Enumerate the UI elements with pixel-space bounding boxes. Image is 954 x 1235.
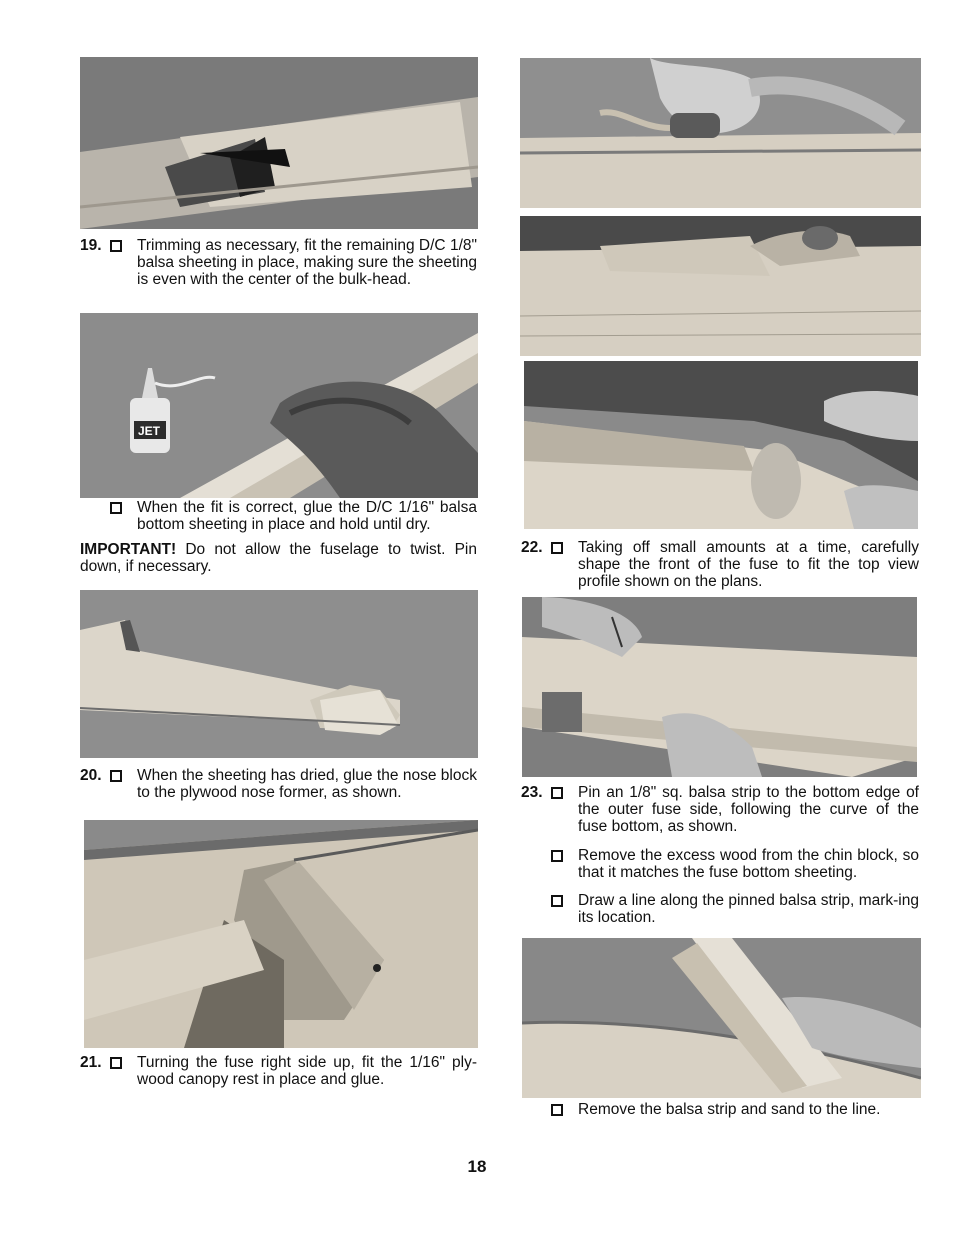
photo-step22-sanding: [524, 361, 918, 529]
step-19: [80, 237, 478, 307]
step-23: [521, 784, 920, 838]
page-number: 18: [467, 1157, 487, 1176]
step-number: 22.: [521, 539, 543, 556]
step-text: Remove the balsa strip and sand to the line.: [578, 1101, 881, 1118]
step-21: [80, 1054, 478, 1090]
checkbox[interactable]: [110, 502, 122, 514]
photo-step21-canopy-rest: [84, 820, 478, 1048]
step-text: Draw a line along the pinned balsa strip, mark-ing its location.: [578, 892, 919, 926]
step-text: Pin an 1/8" sq. balsa strip to the bottom edge of the outer fuse side, following the curve of the fuse bottom, as shown.: [578, 784, 919, 835]
step-19-sub: [80, 499, 478, 535]
step-23-sub-chin-block: [521, 847, 920, 883]
important-note: [80, 541, 477, 575]
photo-step22-knife-top: [520, 58, 921, 208]
glue-bottle-label: JET: [138, 424, 161, 438]
important-text: Do not allow the fuselage to twist. Pin down, if necessary.: [80, 541, 477, 575]
checkbox[interactable]: [551, 542, 563, 554]
step-20: [80, 767, 478, 803]
step-number: 23.: [521, 784, 543, 801]
photo-step22-knife-middle: [520, 216, 921, 356]
step-number: 21.: [80, 1054, 102, 1071]
step-text: Turning the fuse right side up, fit the 1/16" ply-wood canopy rest in place and glue.: [137, 1054, 477, 1088]
checkbox[interactable]: [551, 1104, 563, 1116]
step-23-sub-draw-line: [521, 892, 920, 928]
step-text: Taking off small amounts at a time, carefully shape the front of the fuse to fit the top view profile shown on the plans.: [578, 539, 919, 590]
photo-step19-sheeting: [80, 57, 478, 229]
checkbox[interactable]: [551, 787, 563, 799]
step-text: Remove the excess wood from the chin block, so that it matches the fuse bottom sheeting.: [578, 847, 919, 881]
checkbox[interactable]: [551, 895, 563, 907]
step-22: [521, 539, 920, 593]
step-text: When the fit is correct, glue the D/C 1/16" balsa bottom sheeting in place and hold until dry.: [137, 499, 477, 533]
step-text: Trimming as necessary, fit the remaining D/C 1/8" balsa sheeting in place, making sure the sheeting is even with the center of the bulk-head.: [137, 237, 477, 288]
step-23-sub-sand: [521, 1101, 920, 1119]
checkbox[interactable]: [110, 1057, 122, 1069]
important-label: IMPORTANT!: [80, 541, 177, 558]
step-number: 20.: [80, 767, 102, 784]
photo-step19-glue: [80, 313, 478, 498]
checkbox[interactable]: [110, 770, 122, 782]
step-text: When the sheeting has dried, glue the nose block to the plywood nose former, as shown.: [137, 767, 477, 801]
photo-step23-pin-strip: [522, 597, 917, 777]
checkbox[interactable]: [551, 850, 563, 862]
photo-step23-sanding-block: [522, 938, 921, 1098]
step-number: 19.: [80, 237, 102, 254]
checkbox[interactable]: [110, 240, 122, 252]
photo-step20-nose-block: [80, 590, 478, 758]
